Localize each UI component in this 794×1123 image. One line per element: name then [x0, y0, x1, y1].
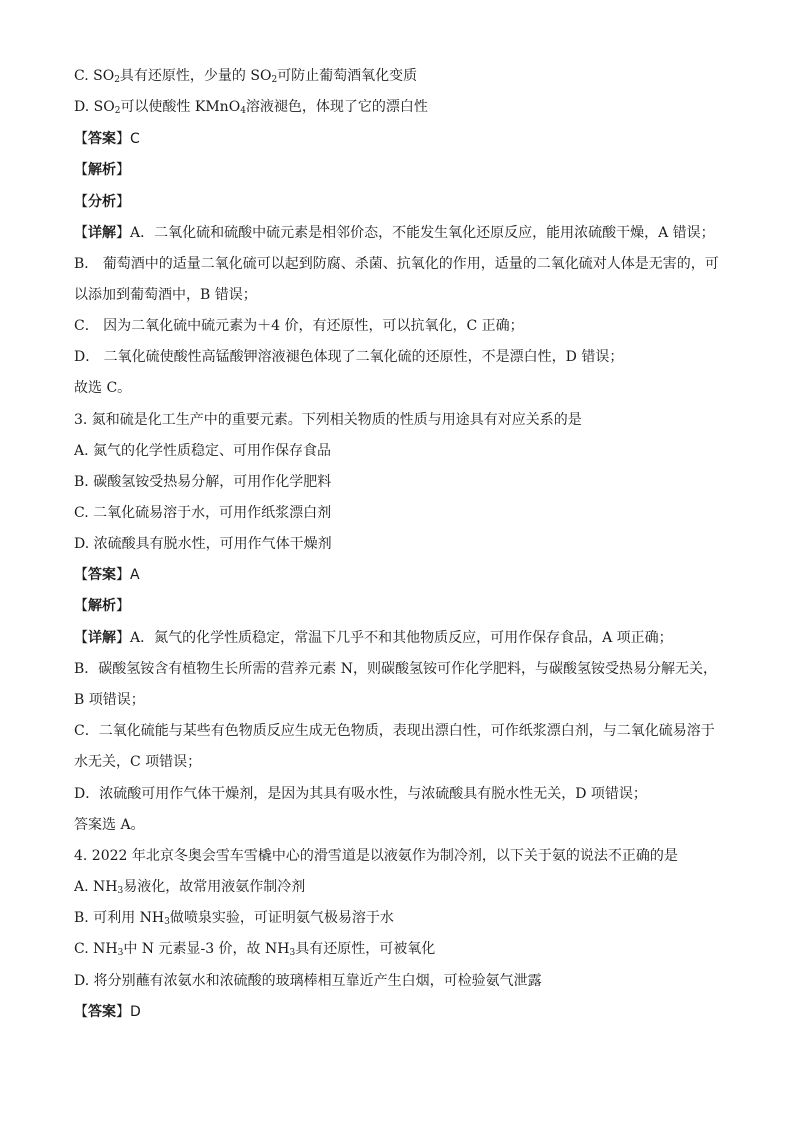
q3-stem: 3. 氮和硫是化工生产中的重要元素。下列相关物质的性质与用途具有对应关系的是: [74, 412, 582, 428]
q3-explanation-c-line2: 水无关，C 项错误；: [74, 754, 202, 770]
q2-explanation-c: C． 因为二氧化硫中硫元素为＋4 价，有还原性，可以抗氧化，C 正确；: [74, 318, 524, 334]
q2-explanation-b-line2: 以添加到葡萄酒中，B 错误；: [74, 287, 257, 303]
q3-conclusion: 答案选 A。: [74, 817, 145, 833]
q3-explanation-b-line2: B 项错误；: [74, 692, 145, 708]
q2-option-c: C. $SO_2$具有还原性，少量的 $SO_2$可防止葡萄酒氧化变质: [74, 68, 418, 85]
q3-answer: 【答案】A: [74, 567, 140, 583]
q2-option-d: D. $SO_2$可以使酸性 KMnO$_4$溶液褪色，体现了它的漂白性: [74, 99, 428, 116]
q4-option-c: C. $NH_3$中 N 元素显-3 价，故 $NH_3$具有还原性，可被氧化: [74, 941, 436, 958]
q3-explanation-c-line1: C．二氧化硫能与某些有色物质反应生成无色物质，表现出漂白性，可作纸浆漂白剂，与二氧化硫易溶于: [74, 723, 715, 739]
q3-explanation-b-line1: B．碳酸氢铵含有植物生长所需的营养元素 N，则碳酸氢铵可作化学肥料，与碳酸氢铵受热易分解无关，: [74, 661, 717, 677]
q3-option-c: C. 二氧化硫易溶于水，可用作纸浆漂白剂: [74, 505, 332, 521]
q3-option-a: A. 氮气的化学性质稳定、可用作保存食品: [74, 443, 332, 459]
q3-option-b: B. 碳酸氢铵受热易分解，可用作化学肥料: [74, 474, 332, 490]
q2-jiexi-heading: 【解析】: [74, 162, 130, 178]
q3-option-d: D. 浓硫酸具有脱水性，可用作气体干燥剂: [74, 536, 332, 552]
q2-fenxi-heading: 【分析】: [74, 194, 130, 210]
q2-explanation-d: D． 二氧化硫使酸性高锰酸钾溶液褪色体现了二氧化硫的还原性，不是漂白性，D 错误；: [74, 349, 624, 365]
q4-option-b: B. 可利用 $NH_3$做喷泉实验，可证明氨气极易溶于水: [74, 910, 394, 927]
q4-option-a: A. $NH_3$易液化，故常用液氨作制冷剂: [74, 879, 306, 896]
q3-explanation-d: D．浓硫酸可用作气体干燥剂，是因为其具有吸水性，与浓硫酸具有脱水性无关，D 项错误；: [74, 786, 647, 802]
q4-option-d: D. 将分别蘸有浓氨水和浓硫酸的玻璃棒相互靠近产生白烟，可检验氨气泄露: [74, 973, 542, 989]
q2-conclusion: 故选 C。: [74, 380, 132, 396]
q2-explanation-b-line1: B． 葡萄酒中的适量二氧化硫可以起到防腐、杀菌、抗氧化的作用，适量的二氧化硫对人体是无害的，可: [74, 256, 719, 272]
q3-jiexi-heading: 【解析】: [74, 598, 130, 614]
q2-xiangjie: 【详解】A．二氧化硫和硫酸中硫元素是相邻价态，不能发生氧化还原反应，能用浓硫酸干燥，A 错误；: [74, 225, 715, 241]
q3-xiangjie: 【详解】A．氮气的化学性质稳定，常温下几乎不和其他物质反应，可用作保存食品，A 项正确；: [74, 630, 673, 646]
q4-stem: 4. 2022 年北京冬奥会雪车雪橇中心的滑雪道是以液氨作为制冷剂，以下关于氨的说法不正确的是: [74, 848, 678, 864]
q4-answer: 【答案】D: [74, 1004, 141, 1020]
q2-answer: 【答案】C: [74, 131, 140, 147]
